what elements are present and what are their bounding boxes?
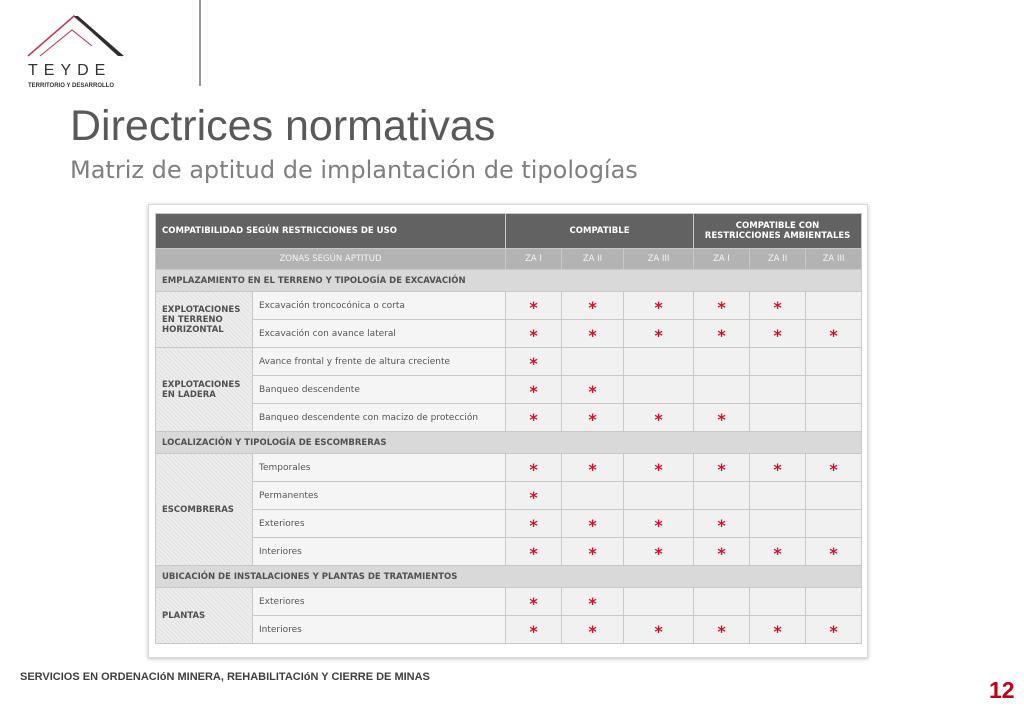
zone-header: ZA III [806,249,862,270]
matrix-cell [694,292,750,320]
table-row [156,320,862,348]
row-label: Excavación troncocónica o corta [253,292,506,320]
asterisk-icon: * [529,543,538,563]
matrix-cell [750,348,806,376]
zones-label: ZONAS SEGÚN APTITUD [156,249,506,270]
zone-header: ZA II [562,249,624,270]
section-row [156,270,862,292]
asterisk-icon: * [654,621,663,641]
matrix-cell [694,454,750,482]
matrix-cell [806,588,862,616]
zones-row [156,249,862,270]
asterisk-icon: * [773,459,782,479]
asterisk-icon: * [529,593,538,613]
table-row [156,510,862,538]
asterisk-icon: * [717,515,726,535]
header-compatibility: COMPATIBILIDAD SEGÚN RESTRICCIONES DE USO [156,214,506,249]
asterisk-icon: * [773,543,782,563]
matrix-cell [750,454,806,482]
footer-text: SERVICIOS EN ORDENACIóN MINERA, REHABILITACIóN Y CIERRE DE MINAS [20,671,430,683]
matrix-cell [562,348,624,376]
asterisk-icon: * [717,543,726,563]
asterisk-icon: * [829,543,838,563]
table-row [156,588,862,616]
matrix-cell [806,616,862,644]
matrix-cell [562,510,624,538]
asterisk-icon: * [654,325,663,345]
matrix-cell [694,348,750,376]
table-row [156,454,862,482]
row-label: Interiores [253,538,506,566]
zone-header: ZA III [624,249,694,270]
matrix-cell [694,404,750,432]
page-title: Directrices normativas [70,102,496,150]
asterisk-icon: * [588,459,597,479]
matrix-cell [750,538,806,566]
matrix-cell [624,538,694,566]
asterisk-icon: * [654,515,663,535]
matrix-cell [806,320,862,348]
matrix-cell [506,292,562,320]
matrix-cell [624,376,694,404]
zone-header: ZA II [750,249,806,270]
page-number: 12 [989,677,1015,703]
row-label: Interiores [253,616,506,644]
asterisk-icon: * [529,297,538,317]
asterisk-icon: * [529,621,538,641]
asterisk-icon: * [717,459,726,479]
matrix-cell [506,616,562,644]
matrix-cell [506,588,562,616]
matrix-cell [694,510,750,538]
table-row [156,616,862,644]
matrix-cell [506,320,562,348]
asterisk-icon: * [829,325,838,345]
group-label: EXPLOTACIONES EN TERRENO HORIZONTAL [156,292,253,348]
matrix-cell [806,510,862,538]
matrix-cell [694,538,750,566]
matrix-cell [562,376,624,404]
matrix-cell [694,376,750,404]
matrix-cell [562,320,624,348]
row-label: Avance frontal y frente de altura creciente [253,348,506,376]
asterisk-icon: * [717,621,726,641]
asterisk-icon: * [588,543,597,563]
header-divider [199,0,201,86]
table-row [156,348,862,376]
asterisk-icon: * [654,543,663,563]
section-title: UBICACIÓN DE INSTALACIONES Y PLANTAS DE TRATAMIENTOS [156,566,862,588]
matrix-cell [624,616,694,644]
asterisk-icon: * [529,353,538,373]
asterisk-icon: * [829,459,838,479]
matrix-cell [750,404,806,432]
matrix-panel [148,204,868,658]
asterisk-icon: * [588,381,597,401]
matrix-cell [506,482,562,510]
matrix-cell [562,616,624,644]
header-compatible: COMPATIBLE [506,214,694,249]
table-row [156,292,862,320]
matrix-cell [806,348,862,376]
asterisk-icon: * [529,487,538,507]
matrix-cell [562,538,624,566]
matrix-cell [806,482,862,510]
group-label: PLANTAS [156,588,253,644]
row-label: Banqueo descendente [253,376,506,404]
matrix-cell [624,454,694,482]
asterisk-icon: * [654,297,663,317]
asterisk-icon: * [588,621,597,641]
section-row [156,432,862,454]
row-label: Exteriores [253,510,506,538]
matrix-cell [624,348,694,376]
row-label: Exteriores [253,588,506,616]
matrix-cell [562,588,624,616]
asterisk-icon: * [654,409,663,429]
asterisk-icon: * [654,459,663,479]
matrix-cell [750,588,806,616]
zone-header: ZA I [694,249,750,270]
asterisk-icon: * [529,409,538,429]
matrix-cell [506,510,562,538]
asterisk-icon: * [773,621,782,641]
header-restricted: COMPATIBLE CON RESTRICCIONES AMBIENTALES [694,214,862,249]
asterisk-icon: * [717,409,726,429]
asterisk-icon: * [529,325,538,345]
table-row [156,538,862,566]
matrix-cell [624,404,694,432]
asterisk-icon: * [773,325,782,345]
matrix-cell [806,454,862,482]
matrix-cell [750,482,806,510]
matrix-cell [750,320,806,348]
matrix-cell [506,538,562,566]
asterisk-icon: * [588,297,597,317]
matrix-cell [694,320,750,348]
matrix-cell [750,616,806,644]
asterisk-icon: * [588,409,597,429]
logo-brand: TEYDE [28,62,112,79]
matrix-cell [562,404,624,432]
header-row [156,214,862,249]
section-title: LOCALIZACIÓN Y TIPOLOGÍA DE ESCOMBRERAS [156,432,862,454]
logo-tagline: TERRITORIO Y DESARROLLO [28,83,115,89]
row-label: Temporales [253,454,506,482]
matrix-cell [806,538,862,566]
asterisk-icon: * [829,621,838,641]
asterisk-icon: * [588,593,597,613]
matrix-cell [624,292,694,320]
asterisk-icon: * [529,515,538,535]
matrix-cell [694,482,750,510]
asterisk-icon: * [529,381,538,401]
matrix-cell [562,482,624,510]
matrix-cell [624,588,694,616]
matrix-cell [506,454,562,482]
matrix-body [156,270,862,644]
asterisk-icon: * [717,297,726,317]
row-label: Excavación con avance lateral [253,320,506,348]
matrix-cell [806,404,862,432]
matrix-cell [750,510,806,538]
zone-header: ZA I [506,249,562,270]
asterisk-icon: * [529,459,538,479]
row-label: Banqueo descendente con macizo de protección [253,404,506,432]
matrix-cell [506,404,562,432]
group-label: ESCOMBRERAS [156,454,253,566]
asterisk-icon: * [717,325,726,345]
matrix-cell [562,454,624,482]
matrix-cell [806,376,862,404]
matrix-cell [562,292,624,320]
matrix-cell [750,376,806,404]
table-row [156,376,862,404]
matrix-cell [624,320,694,348]
matrix-cell [694,588,750,616]
asterisk-icon: * [588,325,597,345]
matrix-cell [806,292,862,320]
matrix-cell [624,510,694,538]
teyde-logo [20,10,130,92]
compatibility-matrix [155,213,862,644]
row-label: Permanentes [253,482,506,510]
asterisk-icon: * [773,297,782,317]
table-row [156,404,862,432]
matrix-cell [624,482,694,510]
mountain-logo-icon [20,10,130,62]
section-row [156,566,862,588]
matrix-cell [694,616,750,644]
group-label: EXPLOTACIONES EN LADERA [156,348,253,432]
table-row [156,482,862,510]
page-subtitle: Matriz de aptitud de implantación de tipologías [70,156,638,184]
section-title: EMPLAZAMIENTO EN EL TERRENO Y TIPOLOGÍA DE EXCAVACIÓN [156,270,862,292]
matrix-cell [506,348,562,376]
matrix-cell [506,376,562,404]
matrix-cell [750,292,806,320]
asterisk-icon: * [588,515,597,535]
